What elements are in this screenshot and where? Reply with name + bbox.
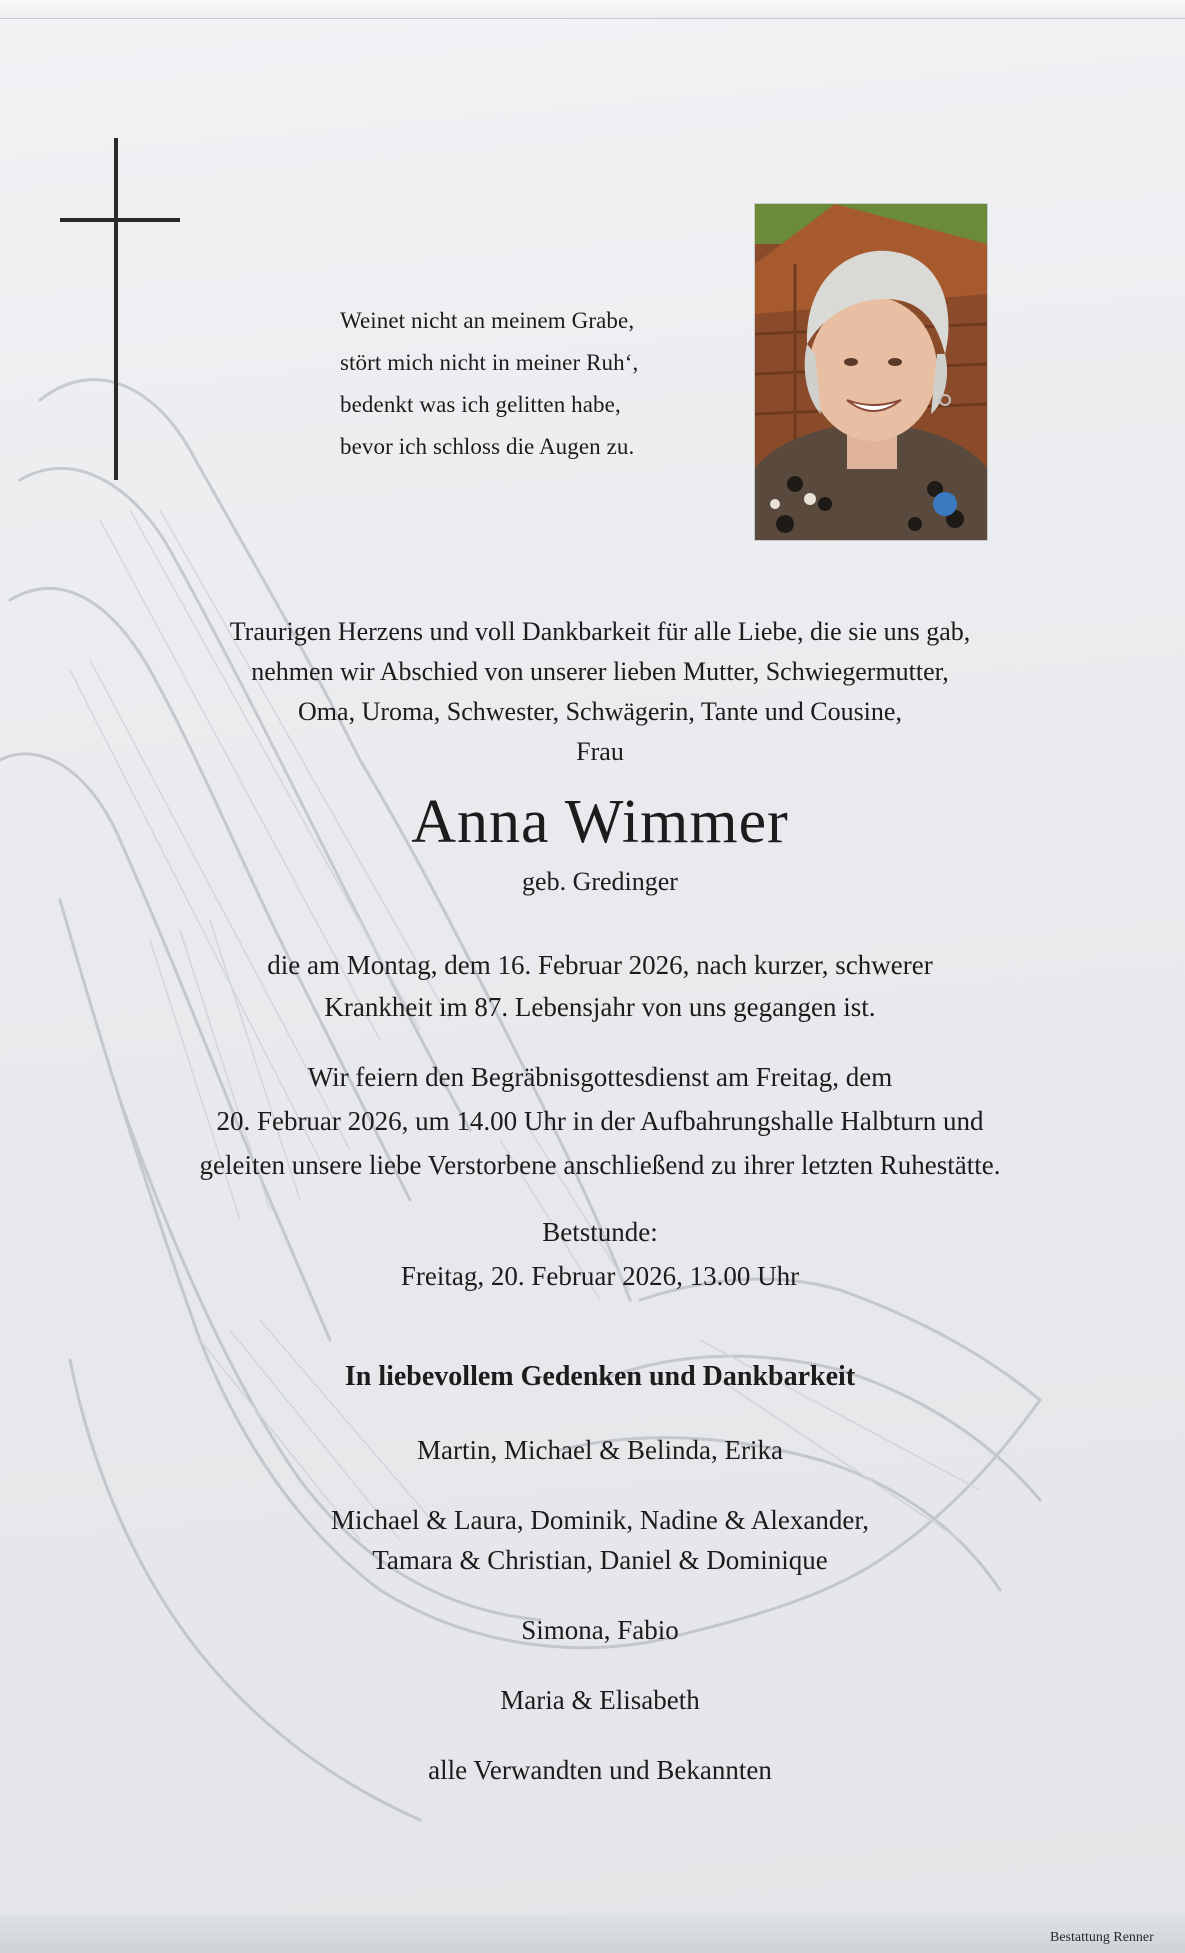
maiden-name: geb. Gredinger [522,867,678,896]
intro-line: Traurigen Herzens und voll Dankbarkeit für alle Liebe, die sie uns gab, [229,617,971,646]
poem-line: bevor ich schloss die Augen zu. [340,434,635,459]
poem-line: bedenkt was ich gelitten habe, [340,392,621,417]
paper-bottom-edge [0,1915,1185,1953]
mourner-group [120,1500,1080,1580]
mourner-line: Martin, Michael & Belinda, Erika [417,1435,783,1465]
funeral-service [120,1055,1080,1187]
prayer-hour-datetime: Freitag, 20. Februar 2026, 13.00 Uhr [400,1261,800,1291]
mourners-heading: In liebevollem Gedenken und Dankbarkeit [344,1361,856,1392]
death-notice-line: die am Montag, dem 16. Februar 2026, nach kurzer, schwerer [267,950,933,980]
mourner-group [120,1750,1080,1790]
mourner-line: Maria & Elisabeth [500,1685,700,1715]
mourner-line: Simona, Fabio [521,1615,679,1645]
mourner-group [120,1610,1080,1650]
mourner-group [120,1430,1080,1470]
service-line: geleiten unsere liebe Verstorbene anschließend zu ihrer letzten Ruhestätte. [199,1150,1001,1180]
poem-line: stört mich nicht in meiner Ruh‘, [340,350,639,375]
mourner-group [120,1680,1080,1720]
intro-line: Oma, Uroma, Schwester, Schwägerin, Tante und Cousine, [298,697,902,726]
mourner-line: Tamara & Christian, Daniel & Dominique [372,1545,828,1575]
death-notice [120,944,1080,1028]
intro-text [120,612,1080,772]
paper-top-edge [0,0,1185,19]
memorial-poem [340,300,720,468]
intro-line: Frau [576,737,624,766]
poem-line: Weinet nicht an meinem Grabe, [340,308,635,333]
mourners-list [120,1430,1080,1820]
funeral-home-credit: Bestattung Renner [1050,1930,1154,1945]
portrait-photo [755,204,987,540]
prayer-hour-label: Betstunde: [542,1217,658,1247]
mourner-line: alle Verwandten und Bekannten [428,1755,772,1785]
death-notice-line: Krankheit im 87. Lebensjahr von uns gegangen ist. [324,992,876,1022]
intro-line: nehmen wir Abschied von unserer lieben Mutter, Schwiegermutter, [251,657,949,686]
cross-icon [60,138,180,480]
mourner-line: Michael & Laura, Dominik, Nadine & Alexander, [330,1505,869,1535]
service-line: Wir feiern den Begräbnisgottesdienst am Freitag, dem [307,1062,893,1092]
service-line: 20. Februar 2026, um 14.00 Uhr in der Aufbahrungshalle Halbturn und [216,1106,984,1136]
deceased-name: Anna Wimmer [411,788,789,856]
prayer-hour [120,1210,1080,1298]
